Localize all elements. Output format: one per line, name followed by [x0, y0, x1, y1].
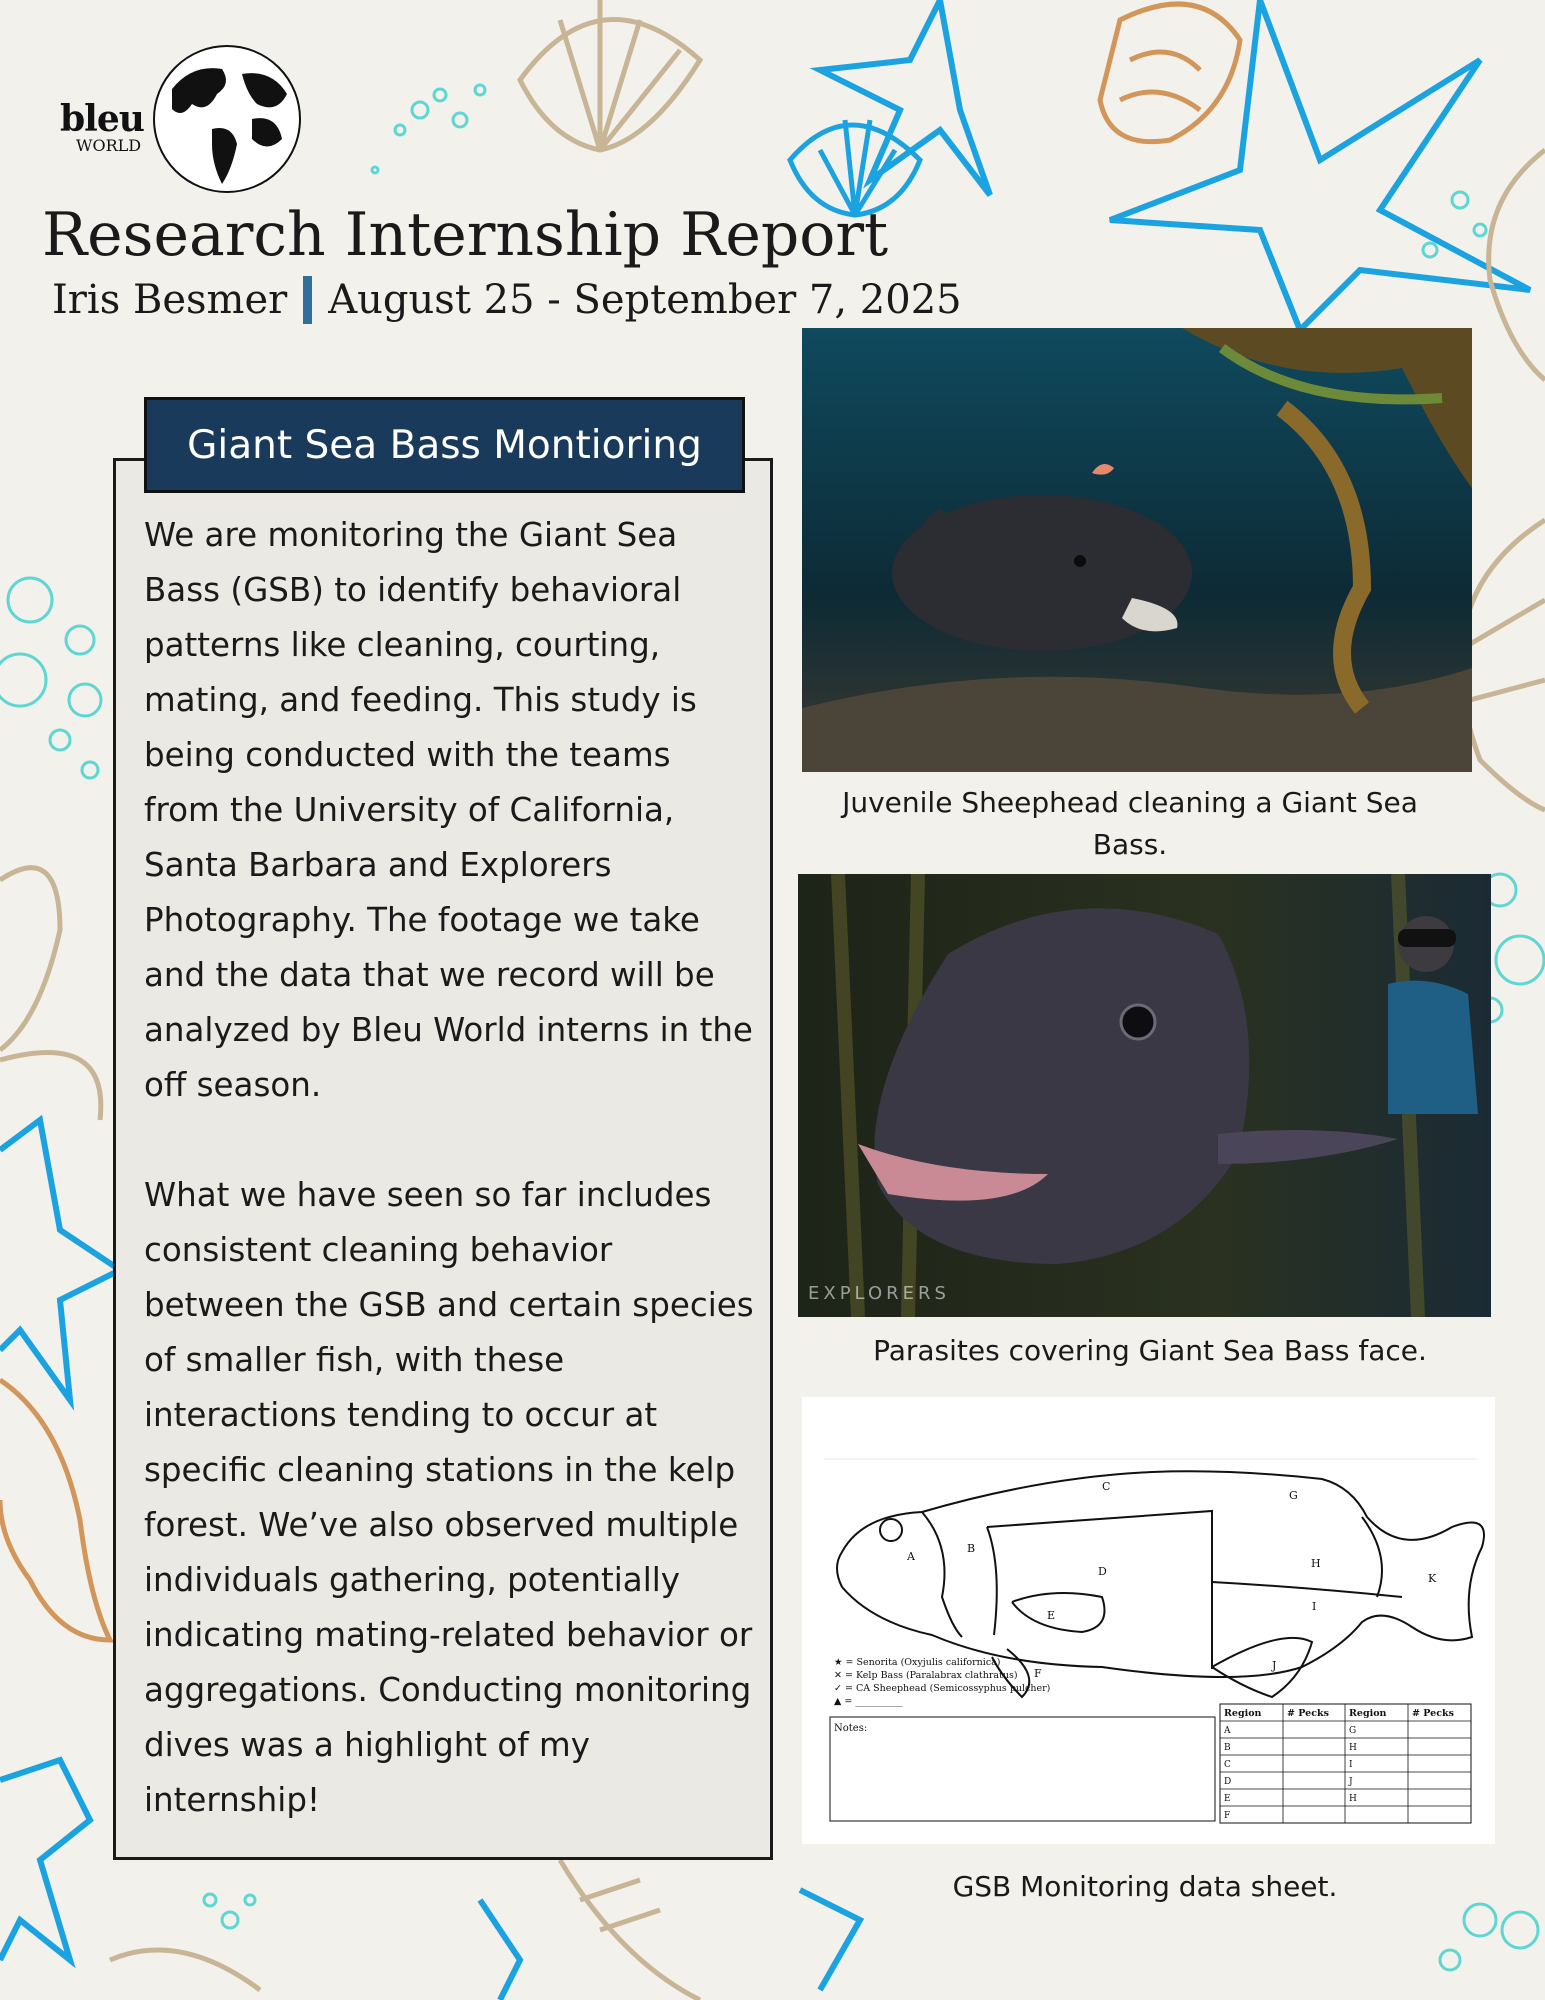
- svg-text:E: E: [1047, 1609, 1056, 1622]
- table-cell: J: [1349, 1777, 1353, 1787]
- photo-1-caption: Juvenile Sheephead cleaning a Giant Sea Bass.: [842, 786, 1418, 861]
- bleu-world-logo: [60, 44, 310, 204]
- left-starfish-icon: [0, 1120, 120, 1960]
- panel-body: [144, 508, 754, 1828]
- table-cell: F: [1224, 1811, 1231, 1821]
- panel-heading: Giant Sea Bass Montioring: [144, 397, 745, 493]
- svg-text:F: F: [1034, 1667, 1042, 1680]
- legend-item: ✓ = CA Sheephead (Semicossyphus pulcher): [834, 1683, 1051, 1694]
- table-cell: E: [1224, 1794, 1231, 1804]
- table-cell: C: [1224, 1760, 1231, 1770]
- species-legend: [834, 1657, 1050, 1707]
- notes-label: Notes:: [834, 1723, 868, 1734]
- table-header-cell: Region: [1224, 1708, 1262, 1719]
- conch-shell-icon: [1100, 4, 1240, 142]
- author-name: Iris Besmer: [52, 277, 288, 323]
- svg-text:J: J: [1272, 1659, 1277, 1672]
- svg-text:D: D: [1098, 1565, 1107, 1578]
- table-cell: I: [1349, 1760, 1353, 1770]
- photo-2-caption: Parasites covering Giant Sea Bass face.: [873, 1334, 1427, 1367]
- svg-text:C: C: [1102, 1480, 1111, 1493]
- globe-icon: [152, 44, 302, 194]
- svg-text:K: K: [1428, 1572, 1437, 1585]
- photo-sheephead-cleaning: [802, 328, 1472, 772]
- table-cell: A: [1224, 1726, 1231, 1736]
- legend-item: ▲ = __________: [834, 1696, 903, 1707]
- svg-text:A: A: [907, 1550, 915, 1563]
- bottom-shell-icon: [110, 1860, 700, 2000]
- data-sheet-caption: GSB Monitoring data sheet.: [952, 1870, 1338, 1903]
- logo-wordmark: bleu: [60, 98, 144, 140]
- table-cell: B: [1224, 1743, 1231, 1753]
- photo-parasites-face: [798, 874, 1491, 1317]
- panel-paragraph-2: What we have seen so far includes consistent cleaning behavior between the GSB and certain species of smaller fish, with these interactions tending to occur at specific cleaning stations in the kelp forest. We’ve also observed multiple individuals gathering, potentially indicating mating-related behavior or aggregations. Conducting monitoring dives was a highlight of my internship!: [144, 1176, 754, 1819]
- legend-item: ★ = Senorita (Oxyjulis californica): [834, 1657, 1001, 1668]
- table-cell: H: [1349, 1743, 1357, 1753]
- table-header-cell: # Pecks: [1412, 1708, 1454, 1719]
- page-subtitle: [52, 276, 962, 324]
- table-header-cell: # Pecks: [1287, 1708, 1329, 1719]
- svg-text:H: H: [1311, 1557, 1321, 1570]
- table-cell: G: [1349, 1726, 1357, 1736]
- svg-text:B: B: [967, 1542, 976, 1555]
- photo-watermark: EXPLORERS: [808, 1283, 950, 1304]
- bottom-starfish-icon: [480, 1890, 860, 2000]
- table-cell: H: [1349, 1794, 1357, 1804]
- right-shell-icon: [1460, 150, 1545, 810]
- gsb-data-sheet: [802, 1397, 1495, 1844]
- scallop-shell-icon: [520, 0, 700, 150]
- svg-text:G: G: [1289, 1489, 1298, 1502]
- report-dates: August 25 - September 7, 2025: [328, 277, 962, 323]
- left-orange-shell-icon: [0, 1380, 110, 1640]
- left-shell-icon: [0, 868, 101, 1120]
- pecks-table: [1220, 1704, 1471, 1823]
- logo-subtext: WORLD: [76, 136, 142, 155]
- panel-paragraph-1: We are monitoring the Giant Sea Bass (GSB) to identify behavioral patterns like cleaning, courting, mating, and feeding. This study is being conducted with the teams from the University of California, Santa Barbara and Explorers Photography. The footage we take and the data that we record will be analyzed by Bleu World interns in the off season.: [144, 516, 753, 1104]
- subtitle-divider: [303, 276, 312, 324]
- legend-item: ✕ = Kelp Bass (Paralabrax clathratus): [834, 1670, 1018, 1681]
- svg-text:I: I: [1312, 1600, 1317, 1613]
- table-cell: D: [1224, 1777, 1232, 1787]
- table-header-cell: Region: [1349, 1708, 1387, 1719]
- page-title: Research Internship Report: [42, 200, 889, 270]
